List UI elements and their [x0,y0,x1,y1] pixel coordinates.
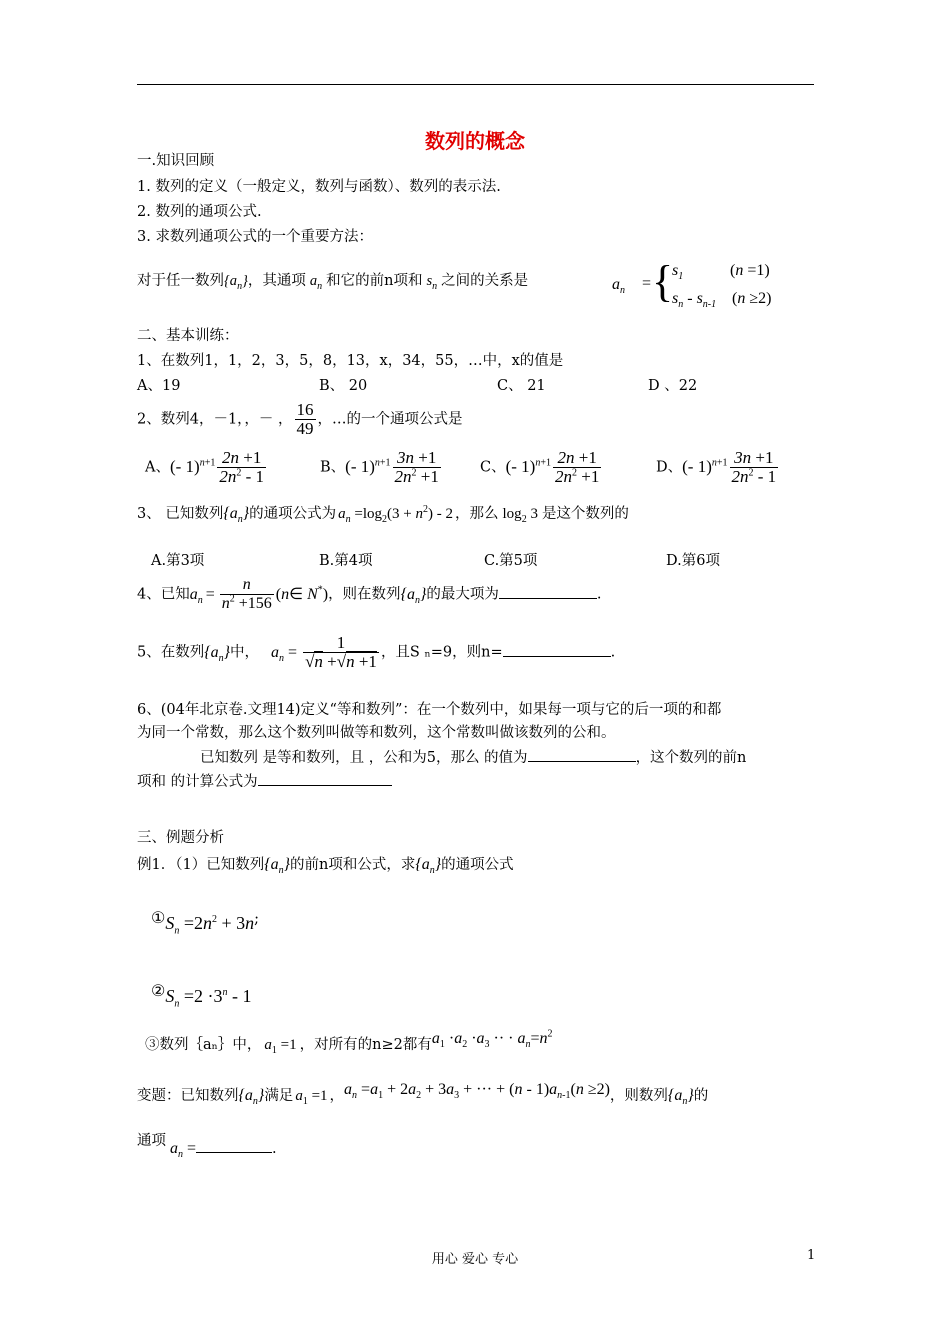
case-2: $②S_n =2 \cdot 3^n - 1$ [151,981,252,1010]
sn-symbol: $s_n$ [426,273,438,292]
relation-text-d: 之间的关系是 [441,273,529,289]
seq-an-symbol: $\{a_n\}$ [224,273,248,292]
q1-option-a: A、19 [137,378,181,394]
q5-line: 5、在数列$\{a_n\}$中， $a_n$ = $\frac{1}{√n +√n +1}$ ，且S ₙ=9，则n= . [137,633,616,671]
q6-answer-blank-1[interactable] [528,747,636,762]
section1-item-3: 3. 求数列通项公式的一个重要方法： [137,229,373,245]
q4-suffix: 的最大项为 [426,586,499,603]
page-number: 1 [807,1248,816,1263]
q6-line-3a: 已知数列 是等和数列，且 ，公和为5，那么 的值为 [200,750,528,766]
piecewise-formula: $a_n$ = { $s_1$ (n =1) $s_n - s_{n-1}$ (n ≥2) [612,257,772,311]
q4-mid: ，则在数列 [328,586,401,603]
q5-suffix: ，且S ₙ=9，则n= [380,644,503,661]
section1-heading: 一.知识回顾 [137,153,215,169]
q3-line: 3、 已知数列$\{a_n\}$的通项公式为 $a_n =\log_2(3 + n^2) - 2$ ，那么 $\log_2 3$ 是这个数列的 [137,504,629,526]
q2-frac-den: 49 [296,419,314,438]
q3-option-d: D.第6项 [666,553,720,569]
q2-option-a: A、(- 1)$^{n+1}$ $\frac{2n +1}{2n^2 - 1}$ [145,448,265,486]
q2-option-b: B、(- 1)$^{n+1}$ $\frac{3n +1}{2n^2 +1}$ [320,448,439,486]
q3-suffix-b: 是这个数列的 [541,506,629,522]
section1-item-2: 2. 数列的通项公式. [137,204,262,220]
q2-option-c-label: C、 [480,459,506,476]
q4-line: 4、已知$a_n$ = $\frac{n}{n^2 +156}$ (n∈ N*)，则在数列$\{a_n\}$的最大项为 . [137,576,602,612]
case-1-marker: ① [151,908,166,927]
q1-option-c: C、 21 [497,378,546,394]
q2-option-d-label: D、 [656,459,683,476]
q2-option-a-label: A、 [145,459,170,476]
q6-line-1: 6、(04年北京卷.文理14)定义“等和数列”：在一个数列中，如果每一项与它的后一项的和都 [137,702,722,718]
variant-line-2: 通项 $a_n$ = . [137,1133,277,1161]
variant-prefix: 变题：已知数列 [137,1088,239,1104]
q5-prefix: 5、在数列 [137,644,205,661]
case-1: $①S_n =2n^2 + 3n$; [151,908,260,937]
left-brace: { [652,257,674,306]
q1-option-d: D 、22 [648,378,698,394]
q2-frac-num: 16 [296,400,314,419]
q3-prefix: 3、 已知数列 [137,506,224,522]
q4-answer-blank[interactable] [499,584,597,599]
q1-option-b: B、 20 [319,378,368,394]
q3-suffix-a: ，那么 [455,506,499,522]
q6-line-4-text: 项和 的计算公式为 [137,774,258,790]
section3-heading: 三、例题分析 [137,830,224,846]
q6-line-3 [200,747,746,767]
q2-option-b-label: B、 [320,459,346,476]
relation-text-a: 对于任一数列 [137,273,224,289]
case-3-text-a: ③数列｛aₙ｝中， [145,1037,262,1053]
q2-prefix: 2、数列4，－1，，－ ， [137,411,293,428]
q6-answer-blank-2[interactable] [258,771,392,786]
example1-line: 例1．（1）已知数列$\{a_n\}$的前n项和公式，求$\{a_n\}$的通项公式 [137,856,514,877]
ex1-suffix: 的通项公式 [441,857,514,873]
q6-line-2: 为同一个常数，那么这个数列叫做等和数列，这个常数叫做该数列的公和。 [137,725,616,741]
section2-heading: 二、基本训练： [137,328,239,344]
relation-text-b: ，其通项 [247,273,306,289]
page-footer: 用心 爱心 专心 [431,1252,519,1267]
case-2-marker: ② [151,981,166,1000]
q2-option-c: C、(- 1)$^{n+1}$ $\frac{2n +1}{2n^2 +1}$ [480,448,600,486]
variant-suffix2: 的 [693,1088,709,1104]
variant-suffix: ，则数列 [609,1088,668,1104]
variant-mid: 满足 [264,1088,294,1104]
q2-fraction [295,401,316,438]
case-3-text-b: ，对所有的n≥2都有 [299,1037,432,1053]
q3-option-a: A.第3项 [151,553,205,569]
q6-line-3b: ，这个数列的前n [635,750,747,766]
relation-line [137,272,528,290]
variant-line-2-text: 通项 [137,1133,166,1149]
q3-option-b: B.第4项 [319,553,373,569]
an-symbol: $a_n$ [309,273,323,292]
page-title: 数列的概念 [425,129,525,153]
q2-option-d: D、(- 1)$^{n+1}$ $\frac{3n +1}{2n^2 - 1}$ [656,448,777,486]
q6-line-4 [137,771,392,791]
q3-option-c: C.第5项 [484,553,538,569]
ex1-mid: 的前n项和公式，求 [290,857,416,873]
q3-mid: 的通项公式为 [249,506,337,522]
relation-text-c: 和它的前n项和 [326,273,423,289]
header-rule [137,84,814,85]
q5-mid: 中， [230,644,260,661]
q2-suffix: ，…的一个通项公式是 [317,411,463,428]
q4-prefix: 4、已知 [137,586,190,603]
section1-item-1: 1. 数列的定义（一般定义，数列与函数）、数列的表示法. [137,179,501,195]
variant-answer-blank[interactable] [196,1138,272,1153]
q1-text: 1、在数列1，1，2，3，5，8，13，x，34，55，…中，x的值是 [137,353,564,369]
q5-answer-blank[interactable] [503,642,611,657]
variant-line: 变题：已知数列$\{a_n\}$满足 $a_1 =1$ ，$a_n =a_1 + 2a_2 + 3a_3$ + ··· + $(n - 1)a_{n-1}(n \ge 2)$，则数列$\{a_n\}$的 [137,1081,709,1108]
case-3: ③数列｛aₙ｝中， $a_1 =1$ ，对所有的n≥2都有$a_1 \cdot a_2 \cdot a_3$ ·· · $a_n=n^2$ [145,1028,553,1056]
q2-line [137,401,463,438]
ex1-prefix: 例1．（1）已知数列 [137,857,265,873]
